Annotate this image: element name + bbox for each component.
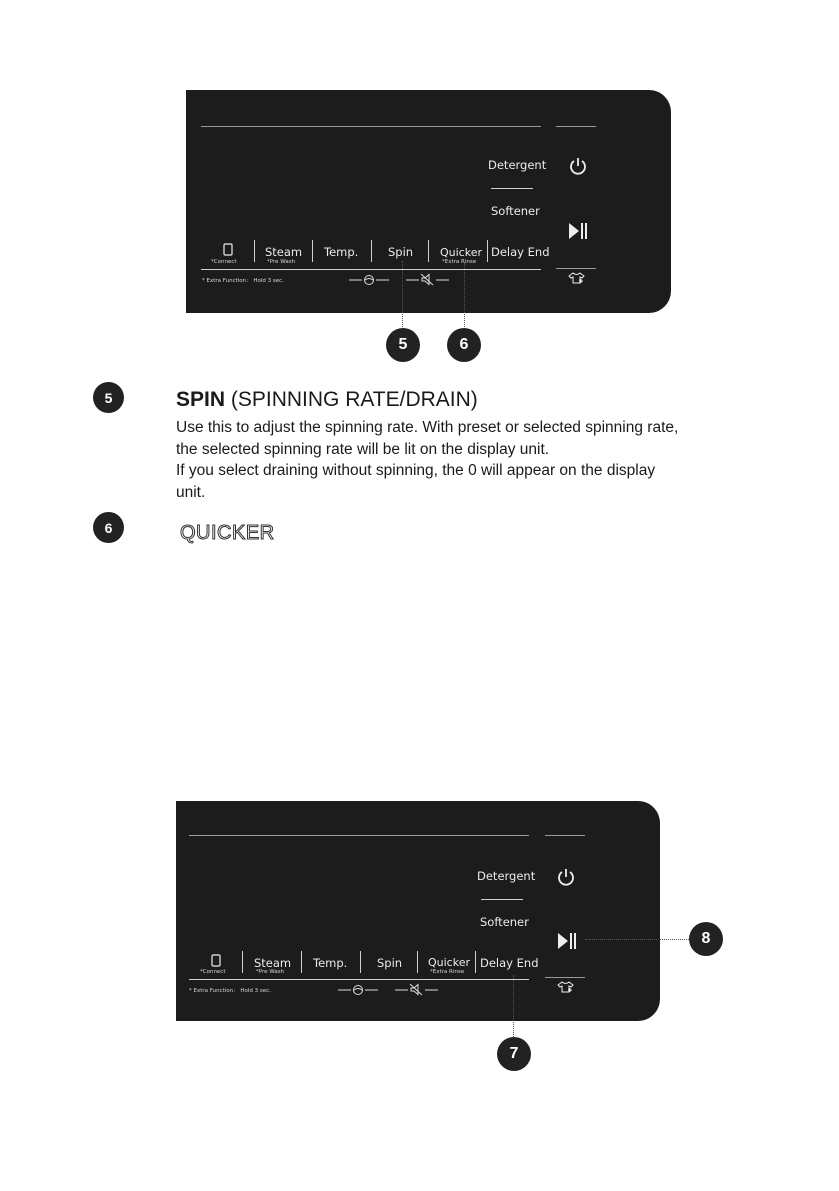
section-5-line: Use this to adjust the spinning rate. With preset or selected spinning rate, [176,419,679,436]
detergent-label: Detergent [488,158,547,172]
callout-7: 7 [497,1037,531,1071]
detergent-softener-divider [491,188,533,189]
phone-icon[interactable] [223,243,233,256]
softener-label: Softener [491,204,540,218]
shirt-plus-icon[interactable] [568,272,586,284]
panel-right-top-divider [545,835,585,836]
quicker-button[interactable]: Quicker [428,956,471,969]
separator [254,240,255,262]
separator [312,240,313,262]
panel-right-top-divider [556,126,596,127]
steam-button[interactable]: Steam [254,956,292,970]
connect-sublabel: *Connect [211,259,237,265]
quicker-sublabel: *Extra Rinse [442,259,477,265]
detergent-softener-divider [481,899,523,900]
separator [242,951,243,973]
extra-function-note: * Extra Function： Hold 3 sec. [202,278,284,284]
leader-line-5 [402,261,403,331]
power-icon[interactable] [556,867,576,887]
drum-icon [338,984,384,996]
separator [371,240,372,262]
control-panel-bottom [176,801,660,1021]
section-5-badge: 5 [93,382,124,413]
separator [301,951,302,973]
section-5-line: If you select draining without spinning, the 0 will appear on the display [176,462,656,479]
extra-function-note: * Extra Function： Hold 3 sec. [189,988,271,994]
panel-top-divider [189,835,529,836]
callout-5: 5 [386,328,420,362]
spin-button[interactable]: Spin [388,245,414,259]
separator [360,951,361,973]
section-6-title: QUICKER [180,522,275,544]
section-5-title [176,388,478,412]
temp-button[interactable]: Temp. [313,956,348,970]
drum-icon [349,274,395,286]
quicker-button[interactable]: Quicker [440,246,483,259]
leader-line-7 [513,975,514,1039]
power-icon[interactable] [568,156,588,176]
callout-8: 8 [689,922,723,956]
section-5-title-rest: (SPINNING RATE/DRAIN) [225,388,478,411]
section-6-badge: 6 [93,512,124,543]
leader-line-6 [464,263,465,331]
separator [428,240,429,262]
play-pause-icon[interactable] [557,932,577,950]
mute-icon [395,983,441,996]
shirt-plus-icon[interactable] [557,981,575,993]
section-5-title-bold: SPIN [176,388,226,411]
softener-label: Softener [480,915,529,929]
separator [417,951,418,973]
delay-end-button[interactable]: Delay End [480,956,539,970]
separator [487,240,488,262]
control-panel-top [186,90,671,313]
panel-right-bottom-divider [556,268,596,269]
temp-button[interactable]: Temp. [324,245,359,259]
steam-sublabel: *Pre Wash [256,969,285,975]
section-5-line: unit. [176,483,206,501]
play-pause-icon[interactable] [568,222,588,240]
connect-sublabel: *Connect [200,969,226,975]
steam-button[interactable]: Steam [265,245,303,259]
button-row-divider [189,979,529,980]
spin-button[interactable]: Spin [377,956,403,970]
leader-line-8 [585,939,691,940]
delay-end-button[interactable]: Delay End [491,245,550,259]
callout-6: 6 [447,328,481,362]
separator [475,951,476,973]
panel-top-divider [201,126,541,127]
detergent-label: Detergent [477,869,536,883]
panel-right-bottom-divider [545,977,585,978]
mute-icon [406,273,452,286]
section-5-line: the selected spinning rate will be lit on the display unit. [176,440,550,458]
button-row-divider [201,269,541,270]
phone-icon[interactable] [211,954,221,967]
section-5-body [176,417,716,503]
steam-sublabel: *Pre Wash [267,259,296,265]
quicker-sublabel: *Extra Rinse [430,969,465,975]
